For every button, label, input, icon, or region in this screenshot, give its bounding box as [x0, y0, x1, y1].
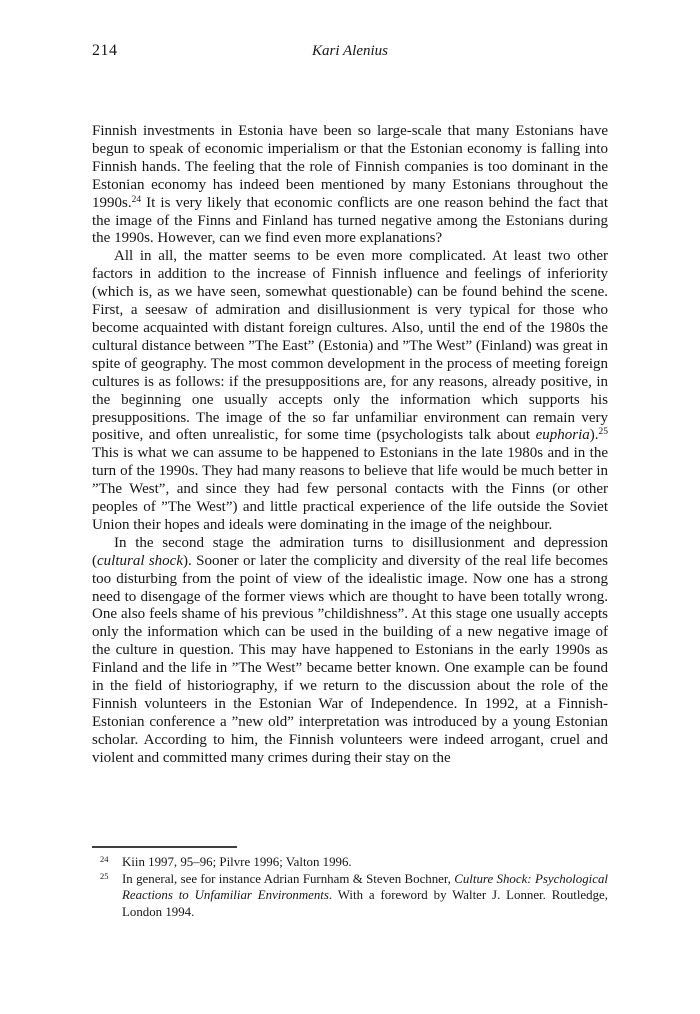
footnote-text — [122, 854, 608, 871]
footnote — [92, 854, 608, 871]
text-run: Kiin 1997, 95–96; Pilvre 1996; Valton 1996. — [122, 855, 352, 869]
body-paragraph — [92, 248, 608, 535]
text-run: In general, see for instance Adrian Furnham & Steven Bochner, — [122, 871, 455, 886]
footnote-separator-rule — [92, 846, 237, 848]
page-number: 214 — [92, 42, 118, 59]
footnote-ref: 24 — [131, 194, 142, 205]
footnote-ref: 25 — [598, 427, 608, 438]
body-text — [92, 123, 608, 768]
footnote-marker: 25 — [100, 870, 109, 881]
text-run: . With a foreword by Walter J. Lonner. Routledge, London 1994. — [122, 888, 608, 919]
body-paragraph — [92, 535, 608, 768]
text-run: Finnish investments in Estonia have been so large-scale that many Estonians have begun to speak of economic imperialism or that the Estonian economy is falling into Finnish hands. The feeling that the role of Finnish companies is too dominant in the Estonian economy has indeed been mentioned by many Estonians throughout the 1990s. — [92, 123, 608, 211]
footnotes-section — [92, 846, 608, 920]
footnote-text — [122, 871, 608, 921]
text-run: It is very likely that economic conflicts are one reason behind the fact that the image of the Finns and Finland has turned negative among the Estonians during the 1990s. However, can we find even more explanations? — [92, 194, 608, 247]
page-header — [92, 42, 608, 62]
italic-text: Culture Shock: Psychological Reactions to Unfamiliar Environments — [122, 871, 608, 903]
italic-text: euphoria — [535, 427, 590, 444]
body-paragraph — [92, 123, 608, 248]
text-run: ). — [589, 427, 599, 444]
footnote — [92, 871, 608, 921]
footnote-list — [92, 854, 608, 920]
text-run: This is what we can assume to be happened to Estonians in the late 1980s and in the turn of the 1990s. They had many reasons to believe that life would be much better in ”The West”, and since they had few personal contacts with the Finns (or other peoples of ”The West”) and little practical experience of the life outside the Soviet Union their hopes and ideals were dominating in the image of the neighbour. — [92, 445, 608, 533]
text-run: In the second stage the admiration turns to disillusionment and depression ( — [92, 534, 608, 569]
italic-text: cultural shock — [97, 552, 184, 569]
text-run: ). Sooner or later the complicity and diversity of the real life becomes too disturbing from the point of view of the idealistic image. Now one has a strong need to disengage of the former views which are thought to have been totally wrong. One also feels shame of his previous ”childishness”. At this stage one usually accepts only the information which can be used in the building of a new negative image of the culture in question. This may have happened to Estonians in the early 1990s as Finland and the life in ”The West” became better known. One example can be found in the field of historiography, if we return to the discussion about the role of the Finnish volunteers in the Estonian War of Independence. In 1992, at a Finnish-Estonian conference a ”new old” interpretation was introduced by a young Estonian scholar. According to him, the Finnish volunteers were indeed arrogant, cruel and violent and committed many crimes during their stay on the — [92, 552, 609, 766]
footnote-marker: 24 — [100, 854, 109, 864]
text-run: All in all, the matter seems to be even more complicated. At least two other factors in addition to the increase of Finnish influence and feelings of inferiority (which is, as we have seen, somewhat questionable) can be found behind the scene. First, a seesaw of admiration and disillusionment is very typical for those who become acquainted with distant foreign cultures. Also, until the end of the 1980s the cultural distance between ”The East” (Estonia) and ”The West” (Finland) was great in spite of geography. The most common development in the process of meeting foreign cultures is as follows: if the presuppositions are, for any reasons, already positive, in the beginning one usually accepts only the information which supports his presuppositions. The image of the so far unfamiliar environment can remain very positive, and often unrealistic, for some time (psychologists talk about — [92, 248, 608, 444]
running-head-author: Kari Alenius — [312, 43, 388, 59]
